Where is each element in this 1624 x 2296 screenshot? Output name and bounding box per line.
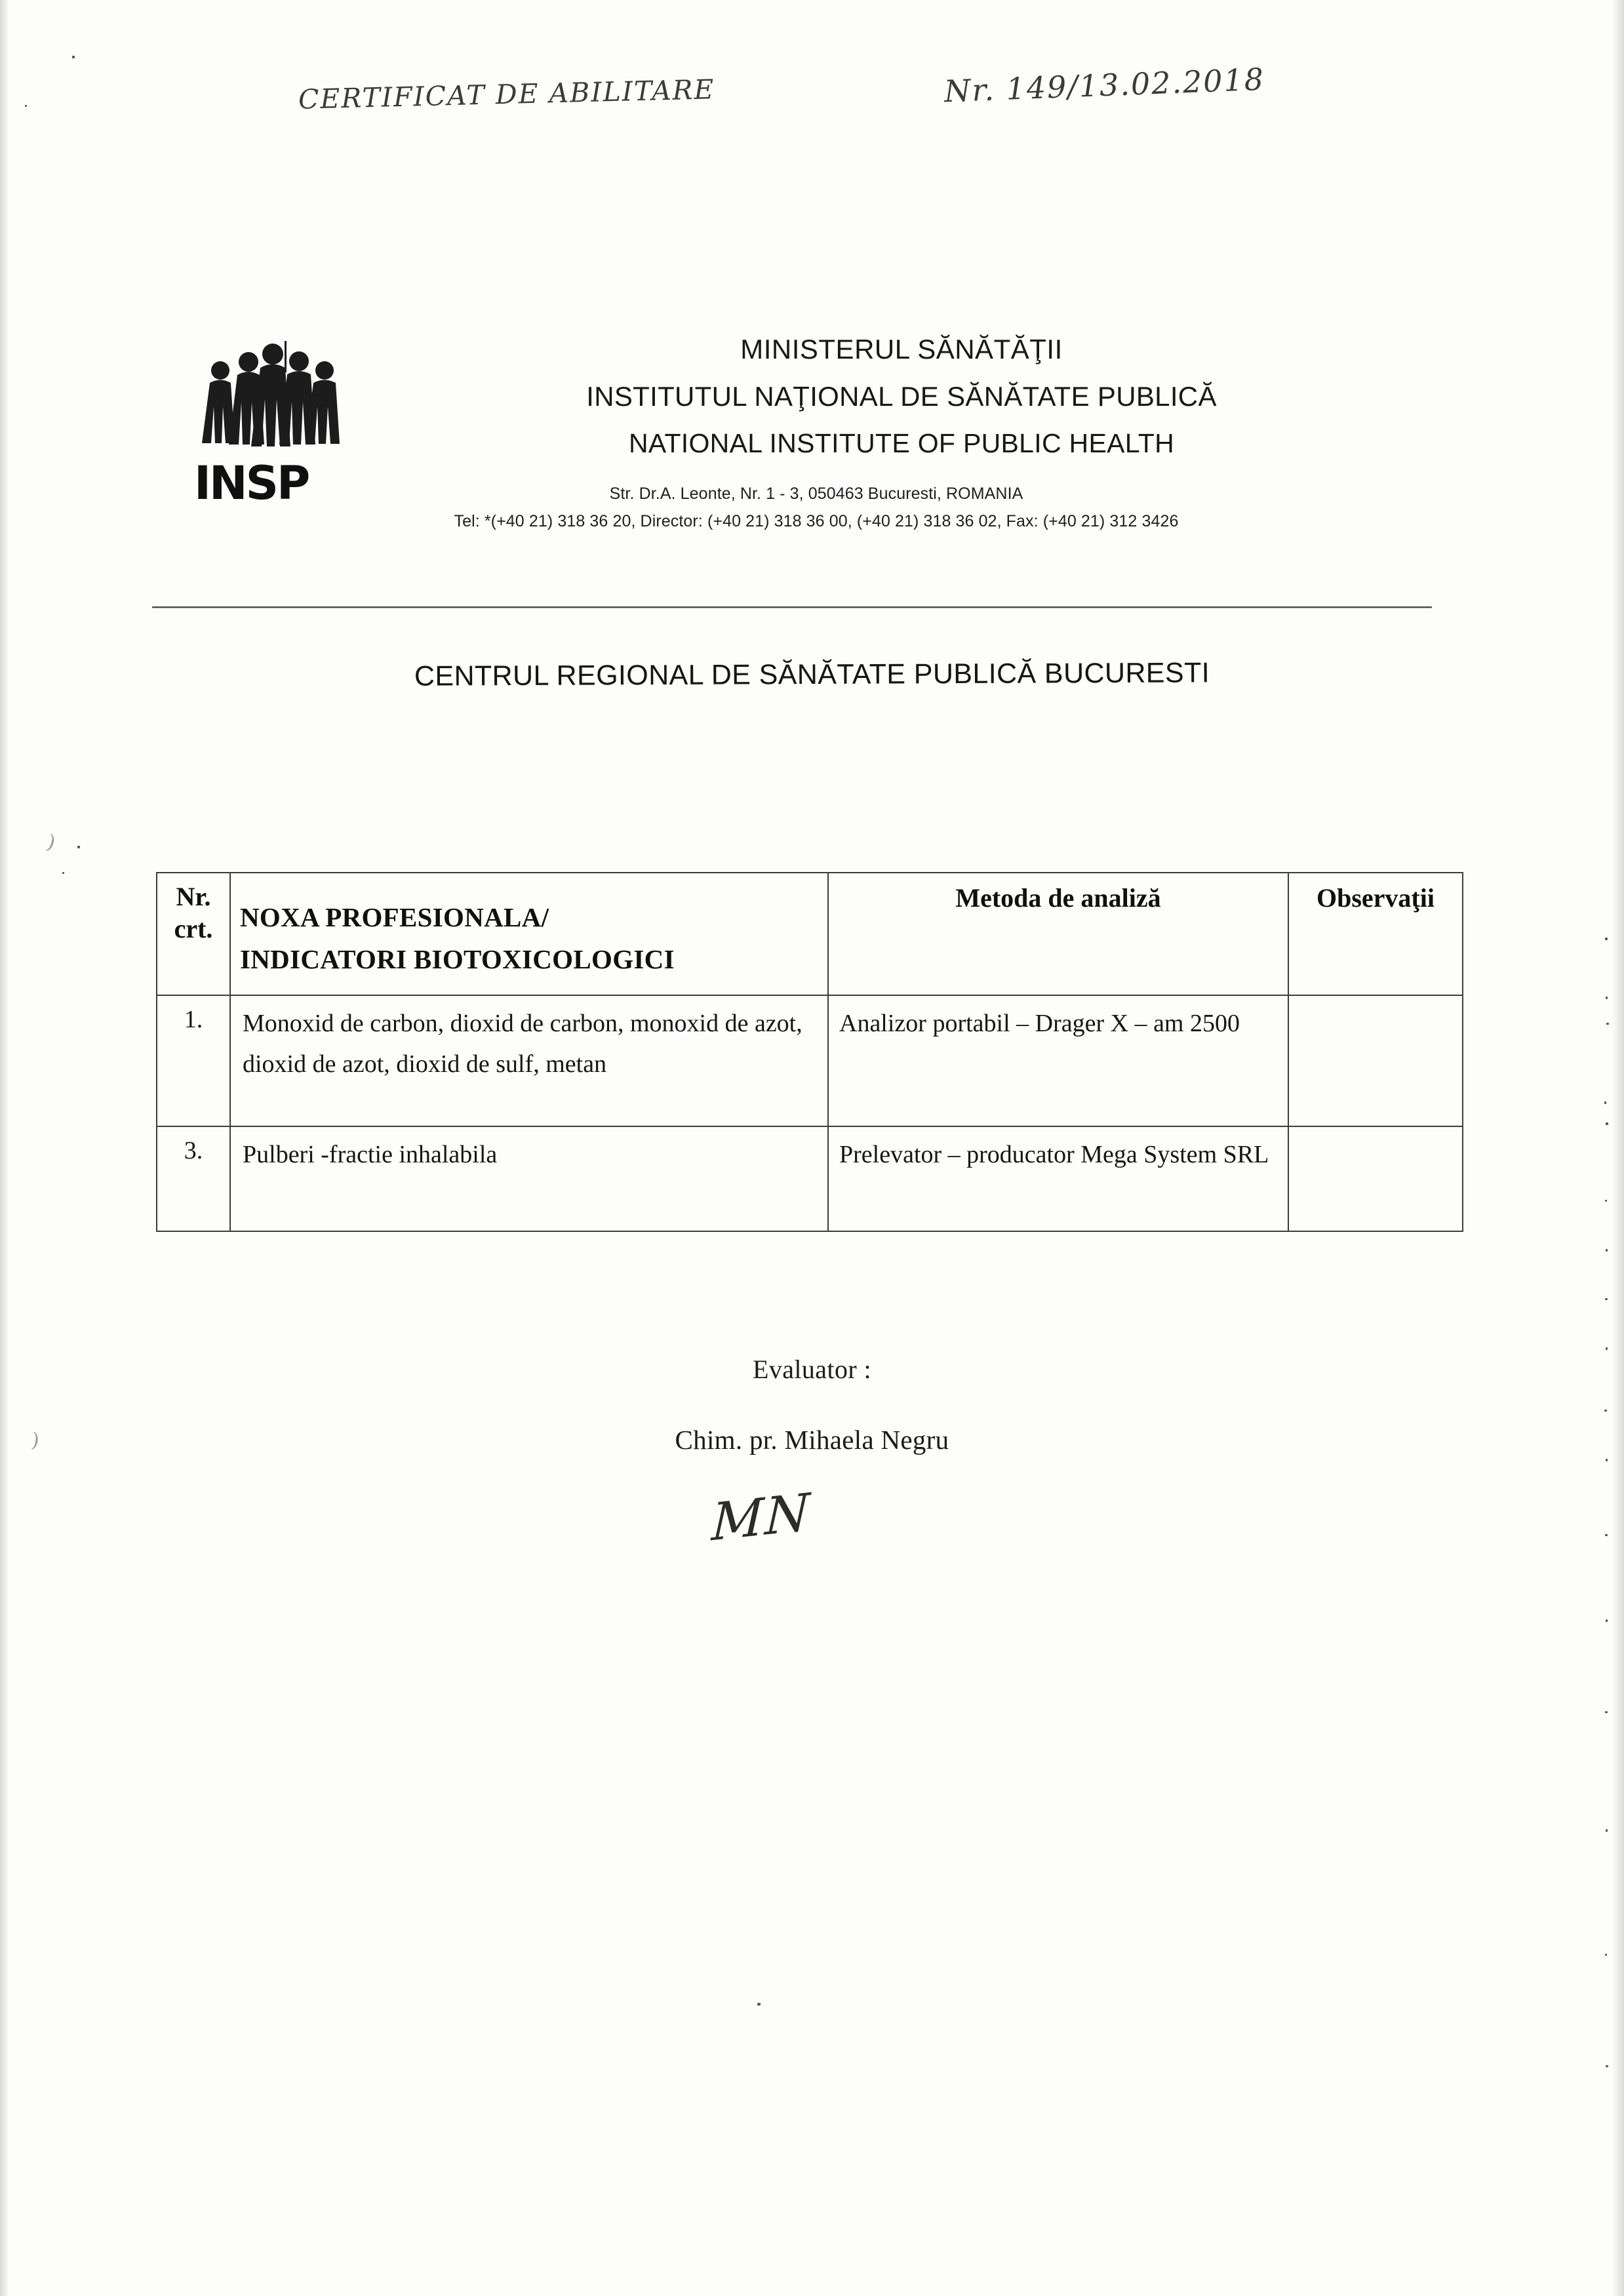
handwritten-certificate-title: CERTIFICAT DE ABILITARE [298,73,715,115]
row-1-noxa: Monoxid de carbon, dioxid de carbon, monoxid de azot, dioxid de azot, dioxid de sulf, metan [243,1010,802,1078]
header-cell-nr-crt [157,873,230,995]
scan-speckle [757,2003,761,2006]
scan-speckle [1606,1459,1608,1461]
scan-speckle [1606,1619,1608,1622]
evaluator-label: Evaluator : [752,1355,871,1384]
scan-speckle [72,56,75,58]
organisation-titles [367,328,1436,457]
noxa-table-container [156,872,1462,1232]
page-title: CENTRUL REGIONAL DE SĂNĂTATE PUBLICĂ BUCURESTI [414,657,1210,692]
table-header-row [157,873,1463,995]
row-2-noxa: Pulberi -fractie inhalabila [243,1141,498,1169]
scan-speckle [1604,1101,1606,1104]
insp-logo-icon [190,340,354,504]
row-1-metoda: Analizor portabil – Drager X – am 2500 [839,1010,1240,1038]
margin-stray-mark: ) [43,831,58,855]
header-noxa-line2: INDICATORI BIOTOXICOLOGICI [240,943,675,974]
scan-speckle [1605,1298,1608,1300]
header-nr-line2: crt. [174,913,213,943]
header-metoda-label: Metoda de analiză [955,883,1161,913]
scan-speckle [1605,1200,1607,1202]
row-1-nr: 1. [184,1006,203,1034]
handwritten-signature: MN [710,1482,812,1553]
cell-noxa [230,1126,828,1231]
cell-nr [157,1126,230,1231]
contact-block [197,457,1436,531]
scan-speckle [77,846,80,848]
evaluator-name: Chim. pr. Mihaela Negru [675,1425,949,1455]
noxa-table [156,872,1463,1232]
scan-edge-shadow-left [0,0,9,2296]
cell-observatii [1288,1126,1463,1231]
scan-speckle [1606,1347,1608,1350]
header-nr-line1: Nr. [176,882,211,911]
address-line: Str. Dr.A. Leonte, Nr. 1 - 3, 050463 Bucuresti, ROMANIA [609,485,1023,503]
scan-speckle [1606,1249,1608,1252]
scan-speckle [1605,1711,1608,1713]
institute-en-line: NATIONAL INSTITUTE OF PUBLIC HEALTH [628,428,1175,458]
scan-speckle [62,872,64,874]
cell-metoda [828,1126,1288,1231]
scan-speckle [1606,1122,1608,1125]
scan-speckle [1606,997,1608,999]
scan-speckle [25,105,27,107]
letterhead [151,328,1436,531]
table-row [157,1126,1463,1231]
table-row [157,995,1463,1126]
evaluator-block [0,1354,1624,1455]
cell-nr [157,995,230,1126]
cell-observatii [1288,995,1463,1126]
header-cell-metoda [828,873,1288,995]
header-observatii-label: Observaţii [1317,883,1435,913]
phone-fax-line: Tel: *(+40 21) 318 36 20, Director: (+40 21) 318 36 00, (+40 21) 318 36 02, Fax: (+40 21) 312 3426 [454,512,1179,530]
row-1-observatii [1289,996,1462,1016]
header-cell-noxa [230,873,828,995]
institute-ro-line: INSTITUTUL NAŢIONAL DE SĂNĂTATE PUBLICĂ [586,381,1217,412]
scan-edge-shadow-right [1612,0,1624,2296]
header-noxa-line1: NOXA PROFESIONALA/ [240,902,549,932]
row-2-observatii [1289,1127,1462,1147]
row-2-nr: 3. [184,1137,203,1165]
scan-speckle [1605,1954,1607,1956]
scan-speckle [1606,1829,1608,1832]
scan-speckle [1606,2065,1608,2067]
cell-noxa [230,995,828,1126]
insp-logo-text: INSP [194,456,309,504]
cell-metoda [828,995,1288,1126]
letterhead-divider [152,606,1432,608]
handwritten-registration-number: Nr. 149/13.02.2018 [943,61,1265,109]
scan-speckle [1605,938,1608,940]
scan-speckle [1606,1023,1609,1025]
row-2-metoda: Prelevator – producator Mega System SRL [839,1141,1269,1169]
scan-speckle [1605,1534,1608,1536]
margin-stray-mark: ) [30,1429,41,1453]
header-cell-observatii [1288,873,1463,995]
ministry-line: MINISTERUL SĂNĂTĂŢII [740,334,1063,365]
